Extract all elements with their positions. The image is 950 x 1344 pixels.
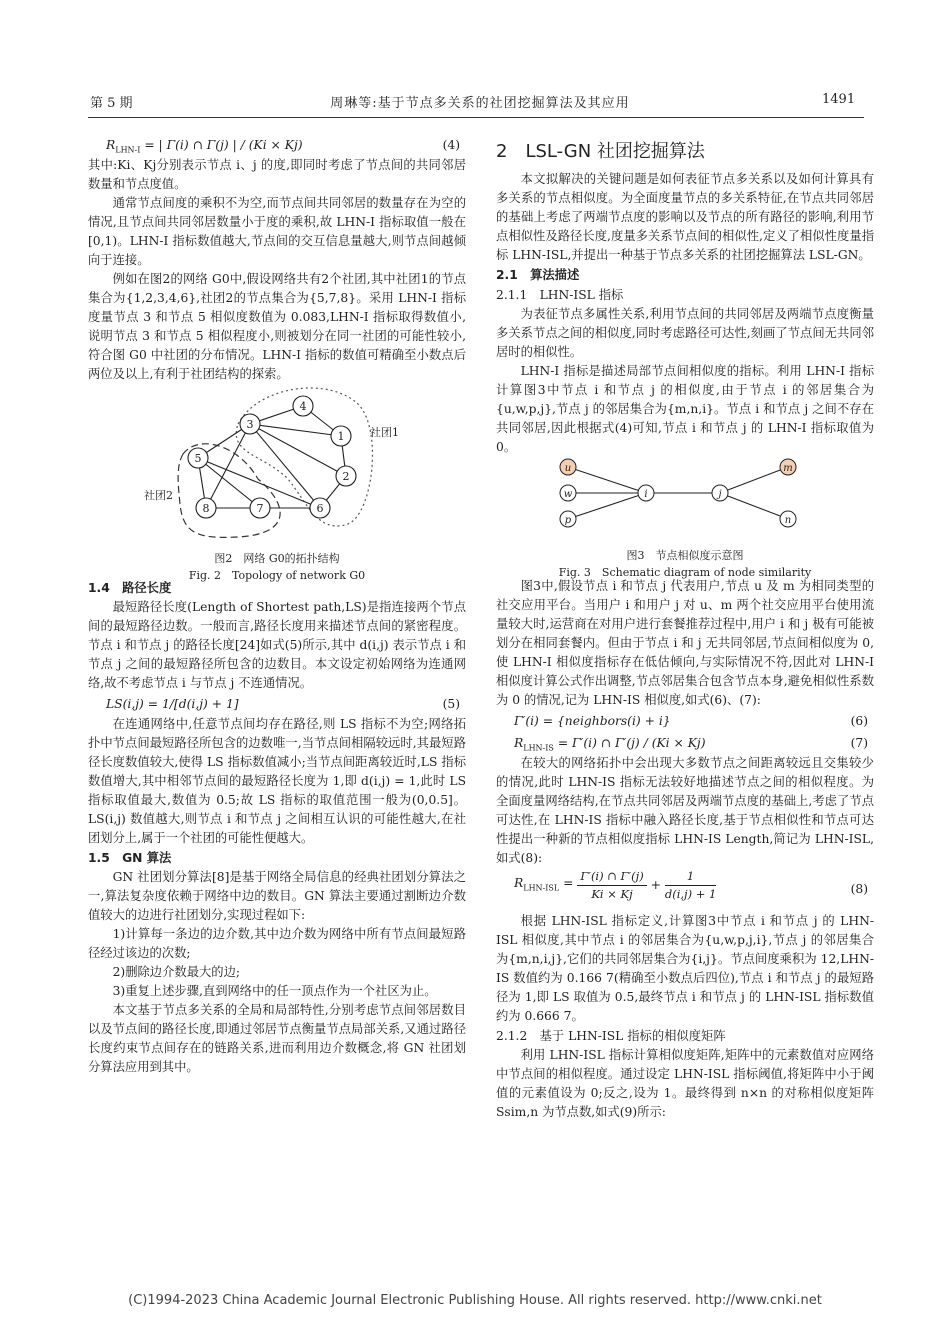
node-label: n <box>784 515 792 526</box>
figure-2 <box>88 384 466 582</box>
equation-6 <box>496 710 874 732</box>
node-label: 4 <box>299 400 307 413</box>
node-label: 1 <box>337 430 345 443</box>
eq4-number: (4) <box>442 138 460 152</box>
section-1-5-heading: 1.5 GN 算法 <box>88 851 172 865</box>
community-2-label: 社团2 <box>144 489 173 502</box>
node-label: u <box>564 463 572 474</box>
copyright-footer: (C)1994-2023 China Academic Journal Electronic Publishing House. All rights reserved. http://www.cnki.net <box>128 1293 822 1308</box>
figure-3-caption-cn: 图3 节点相似度示意图 <box>626 549 744 562</box>
paragraph: 例如在图2的网络 G0中,假设网络共有2个社团,其中社团1的节点集合为{1,2,3,4,6},社团2的节点集合为{5,7,8}。采用 LHN-I 指标度量节点 3 和节点 5 相似度数值为 0.083,LHN-I 指标取得数值小,说明节点 3 和节点 5 相似程度小,则被划分在同一社团的可能性较小,符合图 G0 中社团的分布情况。LHN-I 指标的数值可精确至小数点后两位及以上,有利于社团结构的探索。 <box>88 272 466 381</box>
paragraph: 本文拟解决的关键问题是如何表征节点多关系以及如何计算具有多关系的节点相似度。为全面度量节点的多关系特征,在节点共同邻居的基础上考虑了两端节点度的影响以及节点的所有路径的影响,利用节点相似性及路径长度,度量多关系节点间的相似性,定义了相似性度量指标 LHN-ISL,并提出一种基于节点多关系的社团挖掘算法 LSL-GN。 <box>496 172 874 262</box>
paragraph: 在较大的网络拓扑中会出现大多数节点之间距离较远且交集较少的情况,此时 LHN-IS 指标无法较好地描述节点之间的相似程度。为全面度量网络结构,在节点共同邻居及两端节点度的基础上,考虑了节点可达性,在 LHN-IS 指标中融入路径长度,基于节点相似性和节点可达性提出一种新的节点相似度指标 LHN-IS Length,简记为 LHN-ISL,如式(8): <box>496 756 874 865</box>
node-label: m <box>783 463 793 474</box>
node-label: 5 <box>194 452 202 465</box>
node-label: 3 <box>246 418 254 431</box>
equation-5 <box>88 693 466 715</box>
eq8-lhs: R <box>514 875 524 890</box>
node-label: p <box>564 515 572 526</box>
node-label: 6 <box>316 502 324 515</box>
right-column <box>496 138 874 1122</box>
paragraph: 在连通网络中,任意节点间均存在路径,则 LS 指标不为空;网络拓扑中节点间最短路径所包含的边数唯一,当节点间相隔较远时,其最短路径长度数值较大,使得 LS 指标数值减小;当节点间距离较近时,LS 指标数值增大,其中相邻节点间的最短路径长度为 1,即 d(i,j) = 1,此时 LS 指标取值最大,数值为 0.5;故 LS 指标的取值范围一般为(0,0.5]。LS(i,j) 数值越大,则节点 i 和节点 j 之间相互认识的可能性越大,在社团划分上,属于一个社团的可能性便越大。 <box>88 717 466 845</box>
node-similarity-diagram <box>496 457 874 541</box>
paragraph: 本文基于节点多关系的全局和局部特性,分别考虑节点间邻居数目以及节点间的路径长度,即通过邻居节点衡量节点局部关系,又通过路径长度约束节点间存在的链路关系,进而利用边介数概念,将 GN 社团划分算法应用到其中。 <box>88 1003 466 1074</box>
paragraph: GN 社团划分算法[8]是基于网络全局信息的经典社团划分算法之一,算法复杂度依赖于网络中边的数目。GN 算法主要通过割断边介数值较大的边进行社团划分,实现过程如下: <box>88 870 466 922</box>
node-label: 2 <box>342 470 350 483</box>
paragraph: 为表征节点多属性关系,利用节点间的共同邻居及两端节点度衡量多关系节点之间的相似度,同时考虑路径可达性,刻画了节点间无共同邻居时的相似性。 <box>496 307 874 359</box>
eq7-rhs: = Γ′(i) ∩ Γ′(j) / (Ki × Kj) <box>553 736 706 750</box>
figure-2-caption-en: Fig. 2 Topology of network G0 <box>188 569 366 582</box>
eq4-lhs: R <box>106 138 116 152</box>
eq5-text: LS(i,j) = 1/[d(i,j) + 1] <box>106 697 239 711</box>
eq8-f2-denominator: d(i,j) + 1 <box>664 887 717 901</box>
edge-3-6 <box>250 424 320 508</box>
paragraph: 最短路径长度(Length of Shortest path,LS)是指连接两个节点间的最短路径边数。一般而言,路径长度用来描述节点间的紧密程度。节点 i 和节点 j 的路径长度[24]如式(5)所示,其中 d(i,j) 表示节点 i 和节点 j 之间的最短路径所包含的边数目。本文设定初始网络为连通网络,故不考虑节点 i 与节点 j 不连通情况。 <box>88 600 466 690</box>
eq7-number: (7) <box>850 736 868 750</box>
equation-4 <box>88 134 466 156</box>
community-1-label: 社团1 <box>370 426 399 439</box>
eq8-fraction-2 <box>665 868 717 903</box>
eq8-sub: LHN-ISL <box>523 883 560 893</box>
eq4-rhs: = | Γ(i) ∩ Γ(j) | / (Ki × Kj) <box>140 138 303 152</box>
section-1-4-heading: 1.4 路径长度 <box>88 581 172 595</box>
header-rule <box>88 117 864 118</box>
eq4-sub: LHN-I <box>115 145 141 155</box>
eq7-lhs: R <box>514 736 524 750</box>
step-1: 1)计算每一条边的边介数,其中边介数为网络中所有节点间最短路径经过该边的次数; <box>88 927 466 960</box>
paragraph: LHN-I 指标是描述局部节点间相似度的指标。利用 LHN-I 指标计算图3中节点 i 和节点 j 的相似度,由于节点 i 的邻居集合为{u,w,p,j},节点 j 的邻居集合为{m,n,i}。节点 i 和节点 j 之间不存在共同邻居,因此根据式(4)可知,节点 i 和节点 j 的 LHN-I 指标取值为 0。 <box>496 364 874 454</box>
page-number: 1491 <box>822 92 856 107</box>
eq8-fraction-1 <box>577 868 646 903</box>
node-label: w <box>563 489 573 500</box>
paragraph: 根据 LHN-ISL 指标定义,计算图3中节点 i 和节点 j 的 LHN-ISL 相似度,其中节点 i 的邻居集合为{u,w,p,j,i},节点 j 的邻居集合为{m,n,i,j},它们的共同邻居集合为{i,j}。节点间度乘积为 12,LHN-IS 数值约为 0.166 7(精确至小数点后四位),节点 i 和节点 j 的最短路径为 1,即 LS 取值为 0.5,最终节点 i 和节点 j 的 LHN-ISL 指标数值约为 0.666 7。 <box>496 914 874 1023</box>
edge-j-m <box>720 467 788 493</box>
node-label: 8 <box>202 502 210 515</box>
edge-8-3 <box>206 424 250 508</box>
eq8-f2-numerator: 1 <box>665 868 717 886</box>
eq5-number: (5) <box>442 697 460 711</box>
edge-p-i <box>568 493 646 519</box>
eq8-f1-denominator: Ki × Kj <box>591 887 633 901</box>
section-2-heading: 2 LSL-GN 社团挖掘算法 <box>496 141 705 162</box>
node-label: j <box>718 489 722 500</box>
figure-3-caption-en: Fig. 3 Schematic diagram of node similarity <box>558 566 812 579</box>
step-2: 2)删除边介数最大的边; <box>112 965 241 979</box>
section-2-1-1-heading: 2.1.1 LHN-ISL 指标 <box>496 288 624 302</box>
network-g0-diagram <box>88 384 466 544</box>
paragraph: 通常节点间度的乘积不为空,而节点间共同邻居的数量存在为空的情况,且节点间共同邻居数量小于度的乘积,故 LHN-I 指标取值一般在[0,1)。LHN-I 指标数值越大,节点间的交互信息量越大,则节点间越倾向于连接。 <box>88 196 466 267</box>
eq8-f1-numerator: Γ′(i) ∩ Γ′(j) <box>577 868 646 886</box>
node-label: i <box>644 489 648 500</box>
header-left: 第 5 期 <box>90 96 133 111</box>
paragraph: 图3中,假设节点 i 和节点 j 代表用户,节点 u 及 m 为相同类型的社交应用平台。当用户 i 和用户 j 对 u、m 两个社交应用平台使用流量较大时,运营商在对用户进行套餐推荐过程中,用户 i 和 j 极有可能被划分在相同套餐内。但由于节点 i 和 j 无共同邻居,节点间相似度为 0,使 LHN-I 相似度指标存在低估倾向,与实际情况不符,因此对 LHN-I 相似度计算公式作出调整,节点邻居集合包含节点本身,避免相似性系数为 0 的情况,记为 LHN-IS 相似度,如式(6)、(7): <box>496 579 874 707</box>
equation-7 <box>496 732 874 754</box>
figure-3 <box>496 457 874 577</box>
eq6-text: Γ′(i) = {neighbors(i) + i} <box>514 714 671 728</box>
paragraph: 其中:Ki、Kj分别表示节点 i、j 的度,即同时考虑了节点间的共同邻居数量和节点度值。 <box>88 158 466 191</box>
section-2-1-2-heading: 2.1.2 基于 LHN-ISL 指标的相似度矩阵 <box>496 1029 726 1043</box>
eq7-sub: LHN-IS <box>523 743 554 753</box>
equation-8: $R_{LHN-ISL}$ = $\frac{\Gamma'(i) \cap \Gamma'(j)}{Ki \times Kj}$ + $\frac{1}{d(i,j) + 1}$ (8) <box>514 869 868 901</box>
header-title: 周琳等:基于节点多关系的社团挖掘算法及其应用 <box>330 96 630 111</box>
paragraph: 利用 LHN-ISL 指标计算相似度矩阵,矩阵中的元素数值对应网络中节点间的相似程度。通过设定 LHN-ISL 指标阈值,将矩阵中小于阈值的元素值设为 0;反之,设为 1。最终得到 n×n 的对称相似度矩阵 Ssim,n 为节点数,如式(9)所示: <box>496 1048 874 1119</box>
section-2-1-heading: 2.1 算法描述 <box>496 268 580 282</box>
eq6-number: (6) <box>850 714 868 728</box>
node-label: 7 <box>256 502 264 515</box>
edge-u-i <box>568 467 646 493</box>
left-column <box>88 134 466 1077</box>
eq8-number: (8) <box>850 882 868 896</box>
edge-j-n <box>720 493 788 519</box>
figure-2-caption-cn: 图2 网络 G0的拓扑结构 <box>214 552 340 565</box>
step-3: 3)重复上述步骤,直到网络中的任一顶点作为一个社区为止。 <box>112 984 437 998</box>
